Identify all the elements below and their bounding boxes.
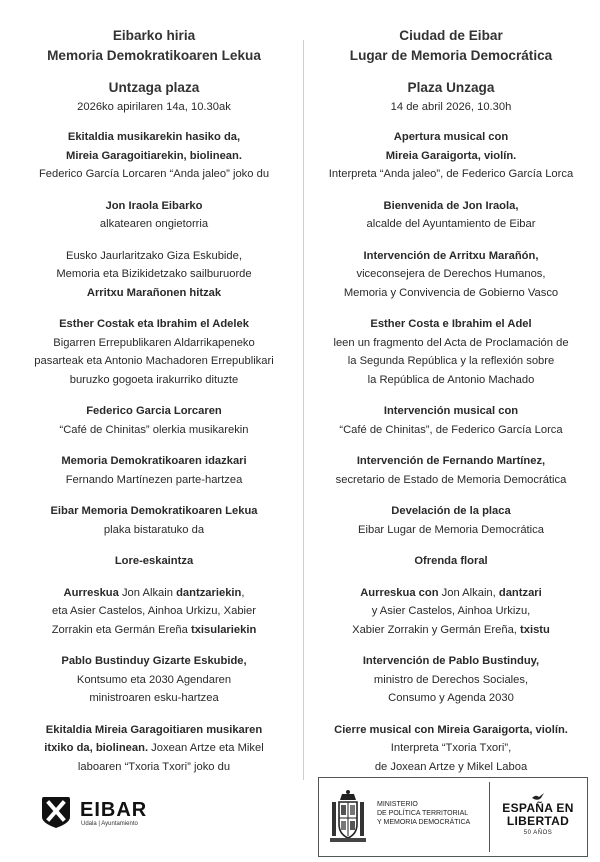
- program-line: [312, 552, 590, 571]
- program-item: [14, 128, 294, 184]
- program-text: leen un fragmento del Acta de Proclamación de: [333, 336, 569, 349]
- program-line: [312, 671, 590, 690]
- program-text: Kontsumo eta 2030 Agendaren: [76, 673, 232, 686]
- program-text: ministro de Derechos Sociales,: [373, 673, 529, 686]
- eibar-subtitle: Udala | Ayuntamiento: [81, 821, 138, 827]
- program-line: [312, 284, 590, 303]
- program-text-bold: Apertura musical con: [393, 131, 509, 143]
- program-line: [14, 452, 294, 471]
- program-line: [14, 689, 294, 708]
- program-line: [312, 689, 590, 708]
- program-line: [312, 502, 590, 521]
- ministry-name: [377, 800, 470, 827]
- eibar-logo: [40, 795, 180, 835]
- program-text-bold: Memoria Demokratikoaren idazkari: [61, 455, 247, 467]
- eibar-x-logo-icon: [40, 795, 72, 829]
- ministry-logo-box: [318, 777, 588, 857]
- program-line: [14, 265, 294, 284]
- program-item: [14, 402, 294, 439]
- program-item: [14, 652, 294, 708]
- program-line: [312, 128, 590, 147]
- program-line: [14, 652, 294, 671]
- program-line: [14, 334, 294, 353]
- program-text-bold: Mireia Garaigorta, violín.: [385, 149, 517, 162]
- program-line: [14, 502, 294, 521]
- ministry-line1: MINISTERIO: [377, 801, 418, 808]
- program-item: [14, 315, 294, 389]
- program-line: [312, 352, 590, 371]
- program-line: [312, 315, 590, 334]
- program-line: [14, 421, 294, 440]
- program-line: [312, 402, 590, 421]
- program-line: [312, 165, 590, 184]
- eibar-wordmark: EIBAR: [80, 799, 148, 821]
- program-line: [14, 284, 294, 303]
- program-item: [312, 452, 590, 489]
- program-text-bold: Ekitaldia musikarekin hasiko da,: [67, 131, 241, 143]
- program-line: [14, 621, 294, 640]
- program-line: [14, 739, 294, 758]
- program-text: “Café de Chinitas”, de Federico García Lorca: [339, 423, 563, 436]
- program-text-bold: Develación de la placa: [391, 505, 511, 517]
- program-line: [312, 621, 590, 640]
- program-line: [312, 334, 590, 353]
- program-text: alcalde del Ayuntamiento de Eibar: [366, 218, 536, 230]
- program-text-bold: Esther Costak eta Ibrahim el Adelek: [59, 318, 249, 330]
- program-text: la República de Antonio Machado: [367, 373, 535, 386]
- program-line: [312, 471, 590, 490]
- program-text: Fernando Martínezen parte-hartzea: [65, 473, 243, 486]
- program-line: [14, 584, 294, 603]
- right-program-list: [312, 128, 590, 776]
- program-text-bold: txisulariekin: [190, 623, 257, 636]
- right-title-line1: Ciudad de Eibar: [399, 28, 503, 43]
- program-item: [14, 584, 294, 640]
- program-text: Joxean Artze eta Mikel: [148, 742, 264, 754]
- dove-icon: [531, 792, 545, 801]
- program-item: [14, 197, 294, 234]
- right-date: 14 de abril 2026, 10.30h: [390, 101, 512, 113]
- left-date: 2026ko apirilaren 14a, 10.30ak: [77, 101, 231, 113]
- program-text: “Café de Chinitas” olerkia musikarekin: [59, 423, 249, 436]
- program-text-bold: Esther Costa e Ibrahim el Adel: [370, 318, 532, 330]
- program-item: [14, 247, 294, 303]
- left-title-line2: Memoria Demokratikoaren Lekua: [47, 48, 261, 63]
- program-text-bold: Cierre musical con Mireia Garaigorta, violín.: [334, 723, 568, 736]
- footer-logos: [0, 773, 600, 862]
- program-text-bold: Arritxu Marañonen hitzak: [86, 286, 222, 299]
- program-line: [312, 652, 590, 671]
- program-item: [14, 552, 294, 571]
- program-text-bold: Bienvenida de Jon Iraola,: [383, 199, 519, 212]
- program-text: Eusko Jaurlaritzako Giza Eskubide,: [66, 249, 242, 262]
- left-title-line1: Eibarko hiria: [112, 28, 196, 43]
- program-line: [14, 602, 294, 621]
- right-place: Plaza Unzaga: [407, 80, 495, 95]
- program-line: [14, 371, 294, 390]
- program-text: Zorrakin eta Germán Ereña: [51, 623, 191, 636]
- program-text-bold: Eibar Memoria Demokratikoaren Lekua: [50, 505, 258, 517]
- program-line: [312, 721, 590, 740]
- program-line: [14, 128, 294, 147]
- ministry-line3: Y MEMORIA DEMOCRÁTICA: [377, 819, 471, 826]
- program-line: [14, 471, 294, 490]
- program-text: Jon Alkain: [118, 586, 177, 599]
- program-text-bold: itxiko da, biolinean.: [44, 742, 149, 754]
- program-text-bold: Intervención musical con: [383, 405, 519, 417]
- program-line: [14, 552, 294, 571]
- program-text-bold: dantzari: [498, 586, 542, 599]
- program-item: [312, 721, 590, 777]
- program-text-bold: txistu: [520, 623, 550, 636]
- program-text: buruzko gogoeta irakurriko dituzte: [69, 373, 239, 386]
- program-item: [14, 502, 294, 539]
- program-line: [312, 265, 590, 284]
- ministry-separator: [489, 782, 490, 852]
- program-item: [14, 452, 294, 489]
- program-text: eta Asier Castelos, Ainhoa Urkizu, Xabier: [52, 605, 256, 617]
- espana-en-libertad-badge: [495, 792, 581, 836]
- program-item: [312, 247, 590, 303]
- program-line: [312, 452, 590, 471]
- program-text: de Joxean Artze y Mikel Laboa: [374, 760, 528, 773]
- program-text: ,: [241, 586, 245, 599]
- program-text-bold: Federico Garcia Lorcaren: [86, 405, 222, 417]
- program-line: [14, 165, 294, 184]
- program-line: [312, 197, 590, 216]
- program-line: [14, 721, 294, 740]
- program-text-bold: Pablo Bustinduy Gizarte Eskubide,: [61, 655, 247, 667]
- badge-line2: LIBERTAD: [506, 814, 570, 828]
- program-text: Memoria eta Bizikidetzako sailburuorde: [56, 268, 252, 280]
- program-line: [312, 739, 590, 758]
- program-line: [14, 352, 294, 371]
- program-text: Consumo y Agenda 2030: [388, 692, 514, 704]
- program-text: Interpreta “Txoria Txori”,: [390, 742, 512, 754]
- program-text: viceconsejera de Derechos Humanos,: [356, 268, 546, 280]
- program-text-bold: Mireia Garagoitiarekin, biolinean.: [66, 149, 242, 162]
- program-text: plaka bistaratuko da: [103, 523, 205, 536]
- program-line: [312, 147, 590, 166]
- program-text: Xabier Zorrakin y Germán Ereña,: [352, 623, 521, 636]
- program-line: [312, 602, 590, 621]
- program-text: Federico García Lorcaren “Anda jaleo” joko du: [38, 168, 270, 180]
- program-line: [312, 371, 590, 390]
- column-divider: [303, 40, 304, 780]
- ministry-line2: DE POLÍTICA TERRITORIAL: [377, 810, 469, 817]
- program-text-bold: Intervención de Fernando Martínez,: [356, 455, 546, 467]
- basque-column: [14, 26, 294, 789]
- right-title-line2: Lugar de Memoria Democrática: [349, 48, 553, 63]
- program-text-bold: dantzariekin: [176, 586, 242, 599]
- badge-line1: ESPAÑA EN: [502, 801, 574, 815]
- program-text: laboaren “Txoria Txori” joko du: [77, 760, 231, 773]
- program-item: [312, 128, 590, 184]
- left-place: Untzaga plaza: [108, 80, 200, 95]
- program-text: Eibar Lugar de Memoria Democrática: [358, 523, 544, 536]
- program-text: Jon Alkain,: [438, 586, 499, 599]
- program-line: [312, 584, 590, 603]
- program-item: [312, 584, 590, 640]
- program-text-bold: Aurreskua: [63, 586, 119, 599]
- program-text: la Segunda República y la reflexión sobre: [347, 355, 555, 367]
- program-text: Interpreta “Anda jaleo”, de Federico García Lorca: [328, 168, 574, 180]
- program-item: [312, 402, 590, 439]
- program-line: [312, 521, 590, 540]
- program-line: [14, 247, 294, 266]
- program-text-bold: Intervención de Arritxu Marañón,: [363, 249, 539, 262]
- program-item: [312, 502, 590, 539]
- program-text: Bigarren Errepublikaren Aldarrikapeneko: [53, 336, 255, 349]
- program-line: [312, 215, 590, 234]
- program-text-bold: Intervención de Pablo Bustinduy,: [362, 655, 540, 667]
- program-item: [312, 652, 590, 708]
- program-text: alkatearen ongietorria: [99, 218, 209, 230]
- program-text: ministroaren esku-hartzea: [89, 692, 219, 704]
- program-line: [14, 402, 294, 421]
- program-item: [312, 197, 590, 234]
- program-text: secretario de Estado de Memoria Democrática: [335, 473, 567, 486]
- program-text: Memoria y Convivencia de Gobierno Vasco: [343, 286, 559, 299]
- program-text-bold: Ekitaldia Mireia Garagoitiaren musikaren: [45, 723, 263, 736]
- program-item: [14, 721, 294, 777]
- program-line: [312, 421, 590, 440]
- spanish-column: [312, 26, 590, 789]
- left-program-list: [14, 128, 294, 776]
- program-line: [14, 671, 294, 690]
- program-line: [14, 147, 294, 166]
- program-text-bold: Lore-eskaintza: [114, 555, 194, 567]
- program-line: [312, 247, 590, 266]
- program-line: [14, 521, 294, 540]
- program-item: [312, 552, 590, 571]
- spain-coat-of-arms-icon: [329, 788, 367, 846]
- program-text-bold: Ofrenda floral: [414, 555, 488, 567]
- program-item: [312, 315, 590, 389]
- program-line: [14, 197, 294, 216]
- program-line: [14, 215, 294, 234]
- badge-years: 50 AÑOS: [523, 830, 553, 836]
- program-text: pasarteak eta Antonio Machadoren Errepublikari: [34, 355, 274, 367]
- program-text-bold: Aurreskua con: [360, 586, 439, 599]
- program-line: [14, 315, 294, 334]
- program-text-bold: Jon Iraola Eibarko: [105, 199, 203, 212]
- program-text: y Asier Castelos, Ainhoa Urkizu,: [371, 605, 531, 617]
